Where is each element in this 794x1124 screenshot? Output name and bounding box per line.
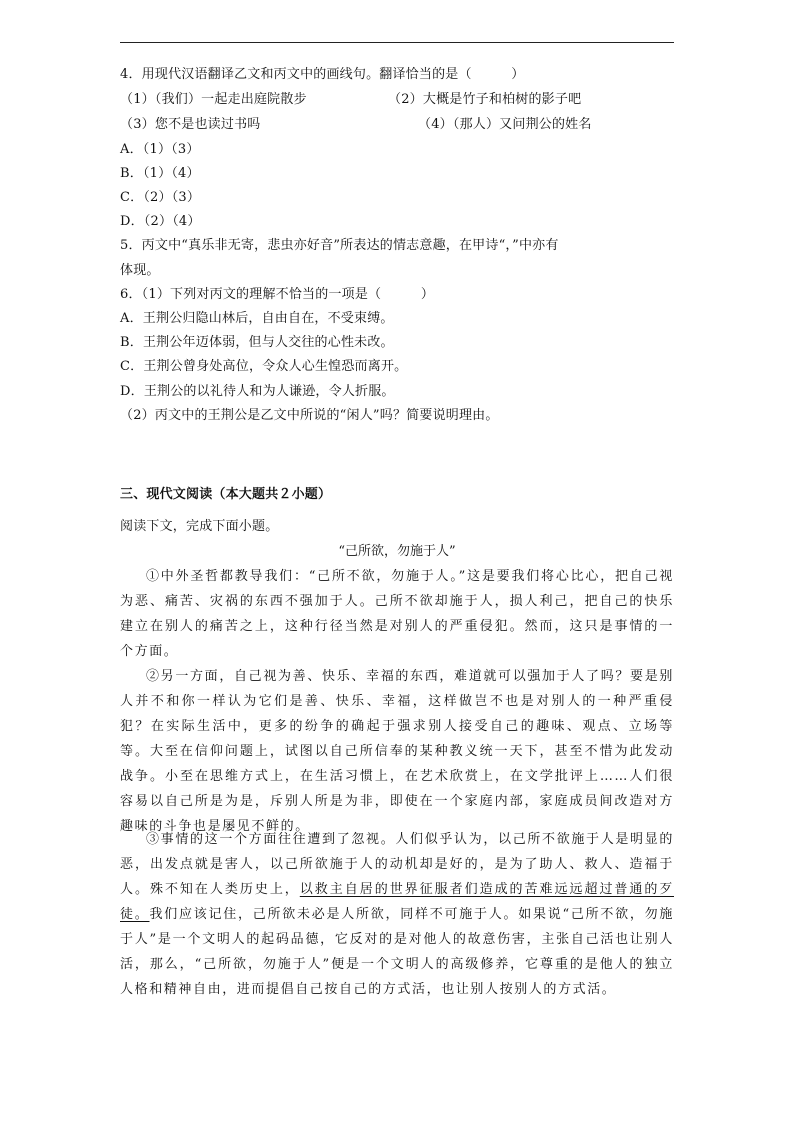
q4-item-1: （1）（我们）一起走出庭院散步	[120, 92, 307, 107]
article-title: “己所欲，勿施于人”	[338, 544, 456, 559]
q6-option-c[interactable]: C．王荆公曾身处高位，令众人心生惶恐而离开。	[120, 359, 408, 374]
q4-option-a[interactable]: A．（1）（3）	[120, 142, 200, 157]
article-paragraph-3	[120, 827, 674, 1002]
q4-items-row-1	[120, 91, 680, 109]
article-paragraph-2: ②另一方面，自己视为善、快乐、幸福的东西，难道就可以强加于人了吗？要是别人并不和你一样认为它们是善、快乐、幸福，这样做岂不也是对别人的一种严重侵犯？在实际生活中，更多的纷争的确起于强求别人接受自己的趣味、观点、立场等等。大至在信仰问题上，试图以自己所信奉的某种教义统一天下，甚至不惜为此发动战争。小至在思维方式上，在生活习惯上，在艺术欣赏上，在文学批评上……人们很容易以自己所是为是，斥别人所是为非，即使在一个家庭内部，家庭成员间改造对方趣味的斗争也是屡见不鲜的。	[120, 669, 674, 834]
header-rule	[120, 42, 674, 43]
article-paragraph-1: ①中外圣哲都教导我们：“己所不欲，勿施于人。”这是要我们将心比心，把自己视为恶、痛苦、灾祸的东西不强加于人。己所不欲却施于人，损人利己，把自己的快乐建立在别人的痛苦之上，这种行径当然是对别人的严重侵犯。然而，这只是事情的一个方面。	[120, 569, 674, 659]
q4-item-4: （4）（那人）又问荆公的姓名	[418, 117, 592, 132]
q6-subquestion-2: （2）丙文中的王荆公是乙文中所说的“闲人”吗？简要说明理由。	[120, 408, 499, 423]
p3-text-before: ③事情的这一个方面往往遭到了忽视。人们似乎认为，以己所不欲施于人是明显的恶，出发点就是害人，以己所欲施于人的动机却是好的，是为了助人、救人、造福于人。殊不知在人类历史上，	[120, 832, 674, 897]
p3-text-after: 我们应该记住，己所欲未必是人所欲，同样不可施于人。如果说“己所不欲，勿施于人”是一个文明人的起码品德，它反对的是对他人的故意伤害，主张自己活也让别人活，那么，“己所欲，勿施于人”便是一个文明人的高级修养，它尊重的是他人的独立人格和精神自由，进而提倡自己按自己的方式活，也让别人按别人的方式活。	[120, 907, 674, 997]
q6-option-b[interactable]: B．王荆公年迈体弱，但与人交往的心性未改。	[120, 335, 394, 350]
q6-option-a[interactable]: A．王荆公归隐山林后，自由自在，不受束缚。	[120, 311, 394, 326]
q4-items-row-2	[120, 116, 680, 134]
q4-stem: 4．用现代汉语翻译乙文和丙文中的画线句。翻译恰当的是（ ）	[120, 67, 525, 82]
q4-item-2: （2）大概是竹子和柏树的影子吧	[388, 92, 582, 107]
q4-option-c[interactable]: C．（2）（3）	[120, 190, 201, 205]
q4-option-b[interactable]: B．（1）（4）	[120, 166, 200, 181]
q5-line-2: 体现。	[120, 263, 160, 278]
q6-option-d[interactable]: D．王荆公的以礼待人和为人谦逊，令人折服。	[120, 384, 395, 399]
q6-stem: 6．（1）下列对丙文的理解不恰当的一项是（ ）	[120, 287, 435, 302]
q4-item-3: （3）您不是也读过书吗	[120, 117, 261, 132]
reading-instruction: 阅读下文，完成下面小题。	[120, 519, 279, 534]
section-title: 三、现代文阅读（本大题共２小题）	[120, 487, 332, 502]
q5-line-1: 5．丙文中“真乐非无寄，悲虫亦好音”所表达的情志意趣，在甲诗“，”中亦有	[120, 238, 559, 253]
p3-underlined-sentence: 以救主自居的世界征服者们造成的苦难远远超过普通的歹徒。	[120, 882, 674, 922]
q4-option-d[interactable]: D．（2）（4）	[120, 214, 201, 229]
